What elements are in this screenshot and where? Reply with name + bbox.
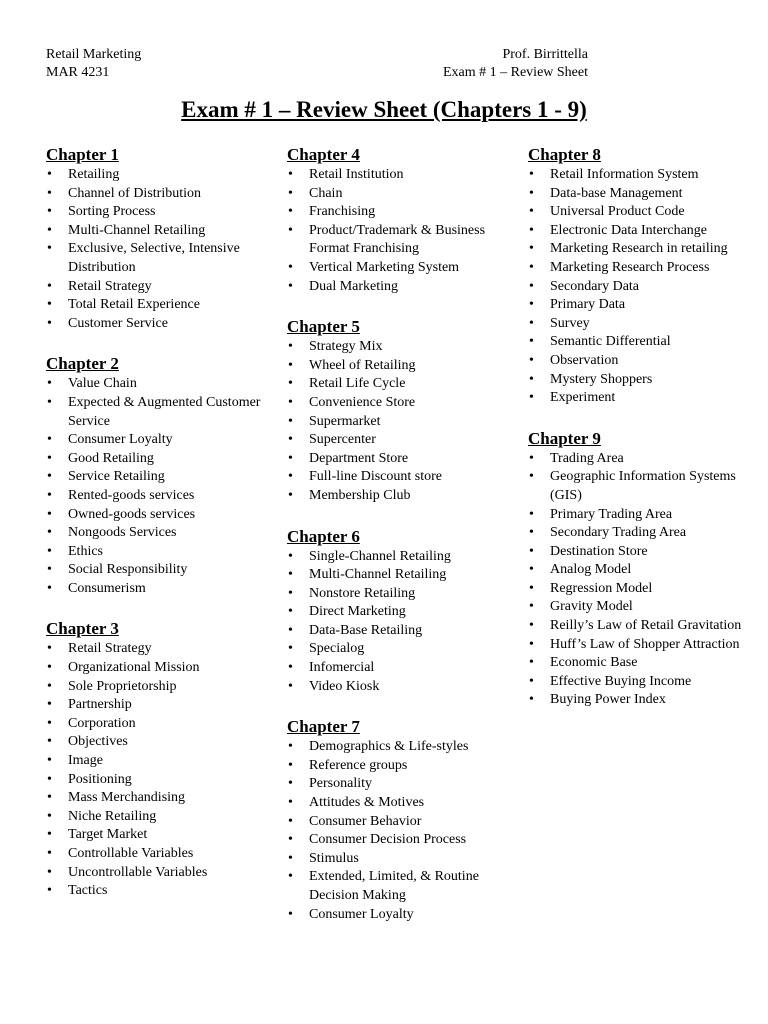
page-title: Exam # 1 – Review Sheet (Chapters 1 - 9) xyxy=(181,97,587,122)
term-item: • Multi-Channel Retailing xyxy=(46,222,276,241)
term-item: • Strategy Mix xyxy=(287,338,519,357)
term-item: • Data-base Management xyxy=(528,185,758,204)
term-list xyxy=(287,166,519,296)
term-item: • Attitudes & Motives xyxy=(287,794,519,813)
term-item: • Geographic Information Systems (GIS) xyxy=(528,468,758,505)
term-item: • Exclusive, Selective, Intensive Distribution xyxy=(46,240,276,277)
term-item: • Supercenter xyxy=(287,431,519,450)
term-item: • Stimulus xyxy=(287,850,519,869)
header-left xyxy=(46,46,141,82)
term-item: • Retail Life Cycle xyxy=(287,375,519,394)
chapter-heading: Chapter 2 xyxy=(46,354,119,374)
chapter-heading: Chapter 7 xyxy=(287,717,360,737)
term-list xyxy=(287,338,519,505)
term-item: • Ethics xyxy=(46,543,276,562)
chapter-heading: Chapter 1 xyxy=(46,145,119,164)
term-item: • Retail Strategy xyxy=(46,278,276,297)
chapter-section xyxy=(287,716,519,924)
term-item: • Sole Proprietorship xyxy=(46,678,276,697)
term-item: • Mass Merchandising xyxy=(46,789,276,808)
term-item: • Huff’s Law of Shopper Attraction xyxy=(528,636,758,655)
term-item: • Channel of Distribution xyxy=(46,185,276,204)
chapter-section xyxy=(287,144,519,296)
chapter-section xyxy=(46,618,276,900)
term-item: • Demographics & Life-styles xyxy=(287,738,519,757)
term-item: • Dual Marketing xyxy=(287,278,519,297)
term-item: • Retail Institution xyxy=(287,166,519,185)
term-item: • Reilly’s Law of Retail Gravitation xyxy=(528,617,758,636)
term-item: • Retail Strategy xyxy=(46,640,276,659)
term-item: • Primary Trading Area xyxy=(528,506,758,525)
term-item: • Marketing Research Process xyxy=(528,259,758,278)
term-item: • Gravity Model xyxy=(528,598,758,617)
term-item: • Product/Trademark & Business Format Franchising xyxy=(287,222,519,259)
term-item: • Retailing xyxy=(46,166,276,185)
chapter-section xyxy=(287,316,519,505)
term-item: • Consumer Behavior xyxy=(287,813,519,832)
column-2 xyxy=(287,144,519,944)
term-item: • Destination Store xyxy=(528,543,758,562)
term-item: • Buying Power Index xyxy=(528,691,758,710)
term-item: • Customer Service xyxy=(46,315,276,334)
term-item: • Franchising xyxy=(287,203,519,222)
term-item: • Rented-goods services xyxy=(46,487,276,506)
term-item: • Social Responsibility xyxy=(46,561,276,580)
term-item: • Retail Information System xyxy=(528,166,758,185)
chapter-heading: Chapter 3 xyxy=(46,619,119,639)
professor-name: Prof. Birrittella xyxy=(502,47,588,62)
term-item: • Consumer Loyalty xyxy=(287,906,519,925)
term-item: • Specialog xyxy=(287,640,519,659)
term-item: • Full-line Discount store xyxy=(287,468,519,487)
term-item: • Observation xyxy=(528,352,758,371)
term-item: • Analog Model xyxy=(528,561,758,580)
term-item: • Trading Area xyxy=(528,450,758,469)
term-list xyxy=(528,450,758,710)
term-list xyxy=(46,640,276,900)
term-item: • Controllable Variables xyxy=(46,845,276,864)
term-item: • Expected & Augmented Customer Service xyxy=(46,394,276,431)
term-item: • Universal Product Code xyxy=(528,203,758,222)
term-item: • Video Kiosk xyxy=(287,678,519,697)
term-item: • Economic Base xyxy=(528,654,758,673)
term-list xyxy=(46,166,276,333)
term-item: • Effective Buying Income xyxy=(528,673,758,692)
term-item: • Organizational Mission xyxy=(46,659,276,678)
term-item: • Uncontrollable Variables xyxy=(46,864,276,883)
term-item: • Niche Retailing xyxy=(46,808,276,827)
term-item: • Value Chain xyxy=(46,375,276,394)
term-item: • Total Retail Experience xyxy=(46,296,276,315)
term-item: • Primary Data xyxy=(528,296,758,315)
term-item: • Reference groups xyxy=(287,757,519,776)
chapter-heading: Chapter 9 xyxy=(528,428,601,448)
term-item: • Consumerism xyxy=(46,580,276,599)
term-list xyxy=(528,166,758,408)
term-item: • Direct Marketing xyxy=(287,603,519,622)
term-item: • Nongoods Services xyxy=(46,524,276,543)
term-item: • Convenience Store xyxy=(287,394,519,413)
term-list xyxy=(287,738,519,924)
term-item: • Department Store xyxy=(287,450,519,469)
column-3 xyxy=(528,144,758,730)
term-item: • Owned-goods services xyxy=(46,506,276,525)
chapter-heading: Chapter 5 xyxy=(287,317,360,337)
term-item: • Regression Model xyxy=(528,580,758,599)
chapter-section xyxy=(528,428,758,710)
term-item: • Corporation xyxy=(46,715,276,734)
term-item: • Membership Club xyxy=(287,487,519,506)
chapter-section xyxy=(46,353,276,598)
term-item: • Nonstore Retailing xyxy=(287,585,519,604)
term-item: • Objectives xyxy=(46,733,276,752)
chapter-section xyxy=(287,526,519,697)
term-item: • Supermarket xyxy=(287,413,519,432)
term-item: • Sorting Process xyxy=(46,203,276,222)
term-item: • Vertical Marketing System xyxy=(287,259,519,278)
term-item: • Extended, Limited, & Routine Decision Making xyxy=(287,868,519,905)
chapter-section xyxy=(528,144,758,408)
term-item: • Image xyxy=(46,752,276,771)
sheet-label: Exam # 1 – Review Sheet xyxy=(442,65,588,80)
term-item: • Single-Channel Retailing xyxy=(287,548,519,567)
term-item: • Positioning xyxy=(46,771,276,790)
term-item: • Marketing Research in retailing xyxy=(528,240,758,259)
term-item: • Wheel of Retailing xyxy=(287,357,519,376)
term-item: • Survey xyxy=(528,315,758,334)
term-item: • Experiment xyxy=(528,389,758,408)
chapter-heading: Chapter 8 xyxy=(528,145,601,164)
term-item: • Good Retailing xyxy=(46,450,276,469)
term-item: • Personality xyxy=(287,775,519,794)
term-item: • Secondary Trading Area xyxy=(528,524,758,543)
header-right xyxy=(431,46,588,82)
term-item: • Secondary Data xyxy=(528,278,758,297)
term-item: • Target Market xyxy=(46,826,276,845)
term-item: • Data-Base Retailing xyxy=(287,622,519,641)
chapter-heading: Chapter 6 xyxy=(287,526,360,546)
term-list xyxy=(46,375,276,598)
term-item: • Infomercial xyxy=(287,659,519,678)
term-item: • Service Retailing xyxy=(46,468,276,487)
term-item: • Consumer Loyalty xyxy=(46,431,276,450)
term-item: • Semantic Differential xyxy=(528,333,758,352)
term-item: • Chain xyxy=(287,185,519,204)
term-item: • Tactics xyxy=(46,882,276,901)
term-item: • Electronic Data Interchange xyxy=(528,222,758,241)
chapter-heading: Chapter 4 xyxy=(287,145,360,164)
chapter-section xyxy=(46,144,276,333)
course-code: MAR 4231 xyxy=(46,65,110,80)
term-item: • Partnership xyxy=(46,696,276,715)
term-item: • Mystery Shoppers xyxy=(528,371,758,390)
course-name: Retail Marketing xyxy=(46,47,142,62)
column-1 xyxy=(46,144,276,921)
term-list xyxy=(287,548,519,697)
term-item: • Consumer Decision Process xyxy=(287,831,519,850)
term-item: • Multi-Channel Retailing xyxy=(287,566,519,585)
